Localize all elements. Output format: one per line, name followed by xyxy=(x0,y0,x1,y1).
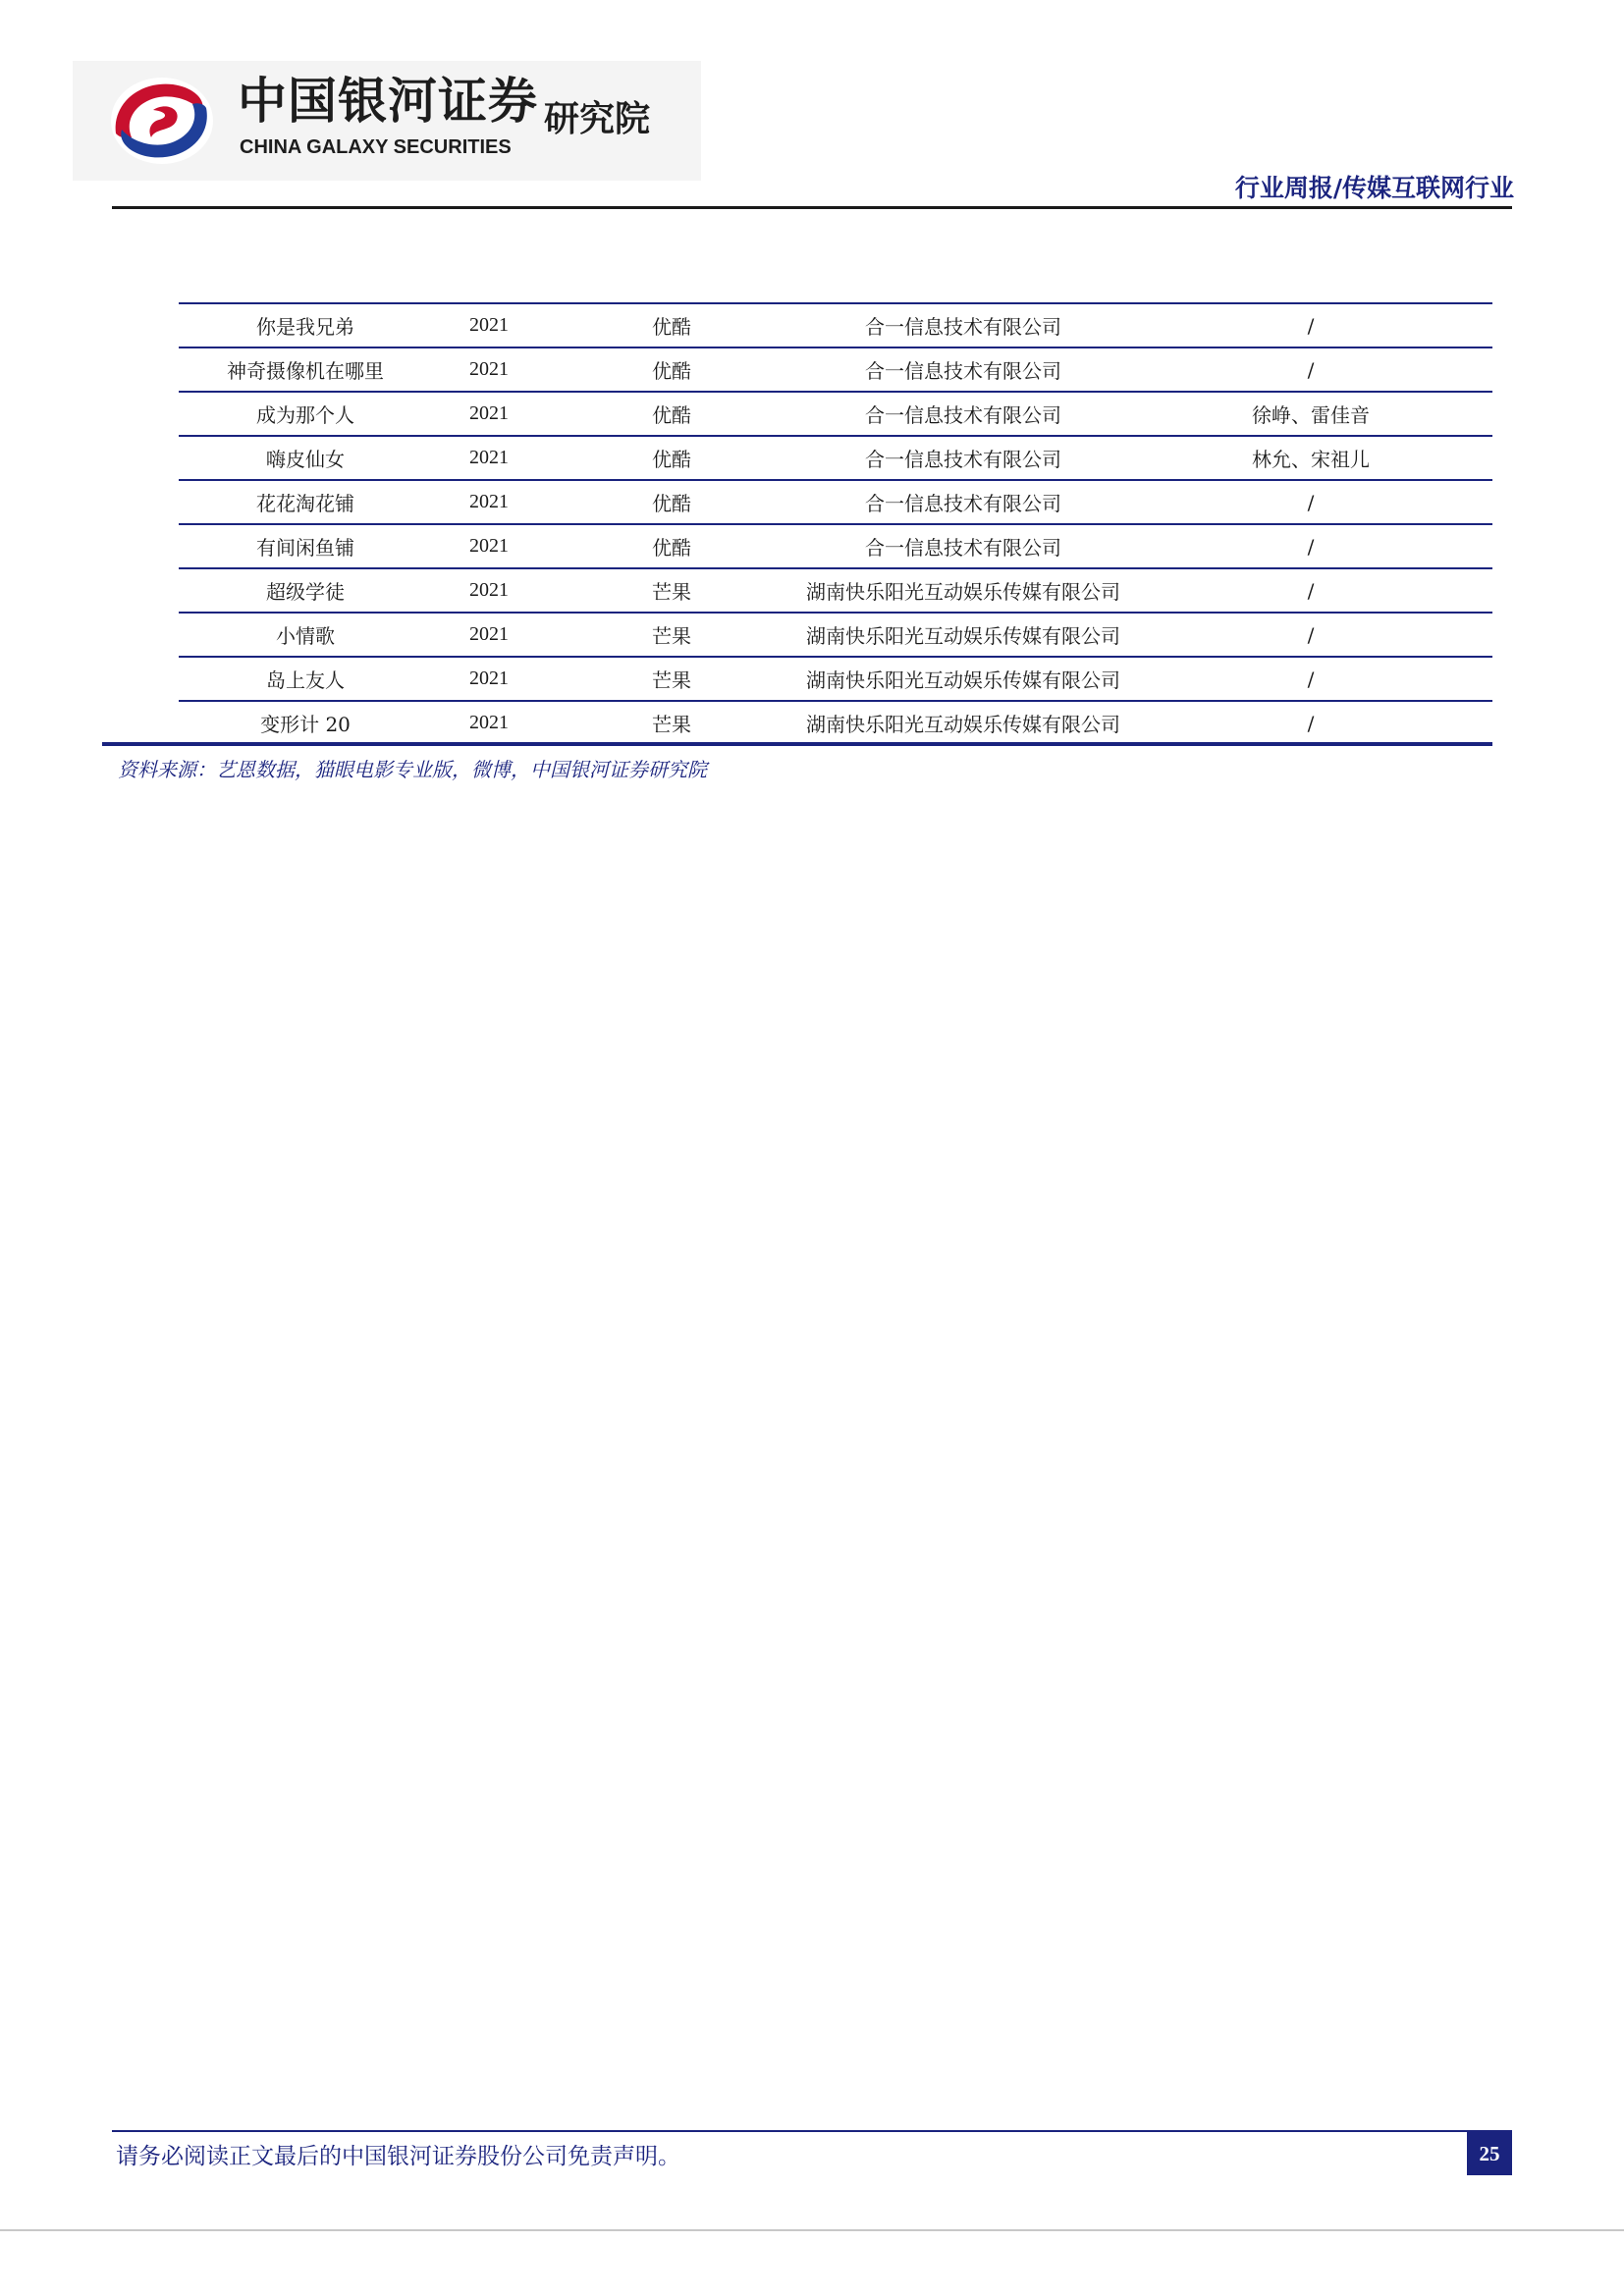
cell-title: 岛上友人 xyxy=(179,657,432,701)
galaxy-logo-icon xyxy=(108,73,216,169)
cell-year: 2021 xyxy=(432,347,546,392)
cell-title: 嗨皮仙女 xyxy=(179,436,432,480)
cell-year: 2021 xyxy=(432,613,546,657)
cell-company: 合一信息技术有限公司 xyxy=(797,524,1129,568)
cell-company: 湖南快乐阳光互动娱乐传媒有限公司 xyxy=(797,568,1129,613)
cell-year: 2021 xyxy=(432,524,546,568)
table-row xyxy=(179,613,1492,657)
cell-year: 2021 xyxy=(432,480,546,524)
cell-cast: / xyxy=(1129,701,1492,744)
cell-title: 成为那个人 xyxy=(179,392,432,436)
table-row xyxy=(179,701,1492,744)
cell-title: 超级学徒 xyxy=(179,568,432,613)
cell-cast: / xyxy=(1129,347,1492,392)
table-bottom-border xyxy=(102,742,1492,746)
cell-company: 合一信息技术有限公司 xyxy=(797,436,1129,480)
cell-title: 神奇摄像机在哪里 xyxy=(179,347,432,392)
table-row xyxy=(179,303,1492,347)
table-body xyxy=(179,303,1492,744)
header-divider xyxy=(112,206,1512,209)
cell-cast: / xyxy=(1129,657,1492,701)
cell-company: 合一信息技术有限公司 xyxy=(797,480,1129,524)
cell-platform: 芒果 xyxy=(546,701,797,744)
variety-show-table xyxy=(179,302,1492,744)
logo-chinese-name: 中国银河证券 xyxy=(238,73,538,130)
disclaimer-note: 请务必阅读正文最后的中国银河证券股份公司免责声明。 xyxy=(116,2144,680,2169)
cell-cast: 徐峥、雷佳音 xyxy=(1129,392,1492,436)
cell-cast: / xyxy=(1129,568,1492,613)
cell-platform: 优酷 xyxy=(546,480,797,524)
cell-title: 花花淘花铺 xyxy=(179,480,432,524)
logo-research-institute: 研究院 xyxy=(544,99,651,139)
cell-platform: 优酷 xyxy=(546,392,797,436)
table-row xyxy=(179,657,1492,701)
cell-title: 变形计 20 xyxy=(179,701,432,744)
cell-platform: 芒果 xyxy=(546,568,797,613)
source-note: 资料来源：艺恩数据，猫眼电影专业版，微博，中国银河证券研究院 xyxy=(118,758,707,781)
cell-company: 合一信息技术有限公司 xyxy=(797,392,1129,436)
cell-year: 2021 xyxy=(432,303,546,347)
company-logo xyxy=(73,61,701,181)
cell-cast: / xyxy=(1129,303,1492,347)
cell-year: 2021 xyxy=(432,657,546,701)
cell-company: 湖南快乐阳光互动娱乐传媒有限公司 xyxy=(797,701,1129,744)
cell-title: 你是我兄弟 xyxy=(179,303,432,347)
cell-platform: 优酷 xyxy=(546,524,797,568)
table-row xyxy=(179,524,1492,568)
report-type-title: 行业周报/传媒互联网行业 xyxy=(1234,174,1514,202)
cell-year: 2021 xyxy=(432,701,546,744)
cell-platform: 芒果 xyxy=(546,657,797,701)
page-edge-line xyxy=(0,2229,1624,2231)
table-row xyxy=(179,392,1492,436)
table-row xyxy=(179,568,1492,613)
table-row xyxy=(179,480,1492,524)
cell-cast: / xyxy=(1129,524,1492,568)
cell-company: 合一信息技术有限公司 xyxy=(797,347,1129,392)
cell-year: 2021 xyxy=(432,392,546,436)
cell-title: 有间闲鱼铺 xyxy=(179,524,432,568)
cell-cast: 林允、宋祖儿 xyxy=(1129,436,1492,480)
cell-cast: / xyxy=(1129,613,1492,657)
cell-year: 2021 xyxy=(432,436,546,480)
page-number: 25 xyxy=(1467,2132,1512,2175)
cell-company: 合一信息技术有限公司 xyxy=(797,303,1129,347)
cell-company: 湖南快乐阳光互动娱乐传媒有限公司 xyxy=(797,613,1129,657)
cell-platform: 芒果 xyxy=(546,613,797,657)
cell-company: 湖南快乐阳光互动娱乐传媒有限公司 xyxy=(797,657,1129,701)
cell-title: 小情歌 xyxy=(179,613,432,657)
cell-platform: 优酷 xyxy=(546,303,797,347)
cell-year: 2021 xyxy=(432,568,546,613)
cell-cast: / xyxy=(1129,480,1492,524)
footer-divider xyxy=(112,2130,1512,2132)
table-row xyxy=(179,347,1492,392)
logo-english-name: CHINA GALAXY SECURITIES xyxy=(240,136,512,158)
cell-platform: 优酷 xyxy=(546,436,797,480)
table-row xyxy=(179,436,1492,480)
cell-platform: 优酷 xyxy=(546,347,797,392)
